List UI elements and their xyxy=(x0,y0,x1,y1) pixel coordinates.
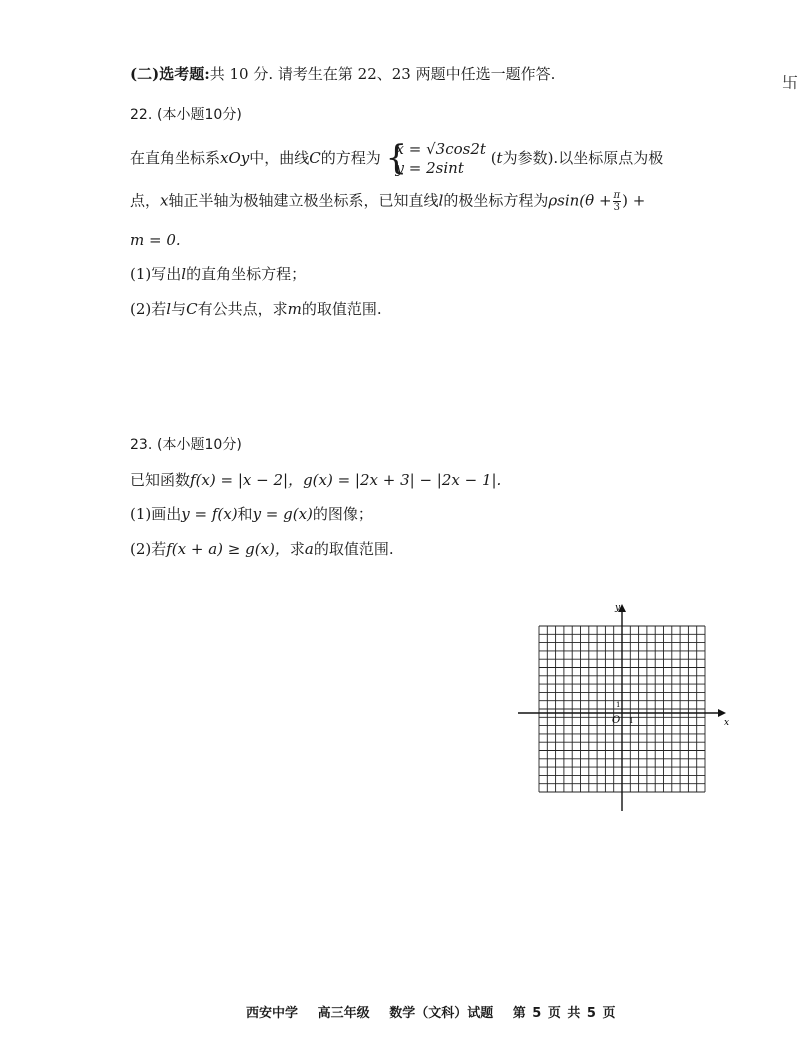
q22-line2-end: ) + xyxy=(622,191,646,210)
q22-part1 xyxy=(130,264,306,284)
section-text: 共 10 分. 请考生在第 22、23 两题中任选一题作答. xyxy=(209,65,556,83)
q23-part2-a: a xyxy=(304,540,314,558)
q23-part2-ineq: f(x + a) ≥ g(x)， xyxy=(166,540,290,558)
q22-part2 xyxy=(130,299,382,319)
q23-part1-mid: 和 xyxy=(237,505,253,523)
q23-part1 xyxy=(130,504,373,524)
q23-part2 xyxy=(130,539,394,559)
q22-part2-post: 的取值范围. xyxy=(301,300,382,318)
q22-intro-eq: 的方程为 xyxy=(320,149,381,167)
q22-intro-mid: 中，曲线 xyxy=(249,149,310,167)
q22-line2-text2: 的极坐标方程为 xyxy=(443,191,549,210)
q23-g-def: g(x) = |2x + 3| − |2x − 1|. xyxy=(303,471,502,489)
x-axis-label: x xyxy=(724,718,730,728)
footer-school: 西安中学 xyxy=(246,1006,299,1021)
q22-part2-m: m xyxy=(287,300,302,318)
coordinate-grid xyxy=(510,596,740,821)
left-brace: { xyxy=(385,138,408,178)
x-unit-label: 1 xyxy=(629,717,634,725)
q22-number: 22. xyxy=(130,107,153,123)
y-axis-label: y xyxy=(615,603,621,613)
q22-part2-c: C xyxy=(186,300,198,318)
q23-heading xyxy=(130,434,242,455)
q23-part1-eq1: y = f(x) xyxy=(181,505,238,523)
q22-part2-l: l xyxy=(166,300,172,318)
q22-part2-mid: 与 xyxy=(171,300,187,318)
q22-part1-l: l xyxy=(181,265,187,283)
q22-eq-row2: y = 2sint xyxy=(395,159,464,177)
q23-f-def: f(x) = |x − 2|， xyxy=(190,471,304,489)
q22-eq-row1: x = √3cos2t xyxy=(395,140,486,158)
q22-intro-text: 在直角坐标系 xyxy=(130,149,221,167)
q23-points: (本小题10分) xyxy=(157,437,242,453)
q22-line2-text: 轴正半轴为极轴建立极坐标系，已知直线 xyxy=(168,191,439,210)
q23-part1-eq2: y = g(x) xyxy=(252,505,313,523)
q22-part2-pre: (2)若 xyxy=(130,300,167,318)
q23-line1-pre: 已知函数 xyxy=(130,471,191,489)
q23-number: 23. xyxy=(130,437,153,453)
q22-param-t: t xyxy=(496,149,503,167)
q22-line2-point: 点， xyxy=(130,191,161,210)
q22-line1: 在直角坐标系xOy中，曲线C的方程为 { x = √3cos2t y = 2sint (t为参数).以坐标原点为极 xyxy=(130,138,664,178)
q22-line2-x: x xyxy=(160,191,169,210)
frac-denominator: 3 xyxy=(613,202,620,213)
y-unit-label: 1 xyxy=(616,701,621,709)
q23-part1-pre: (1)画出 xyxy=(130,505,182,523)
footer-subject: 数学（文科）试题 xyxy=(389,1006,494,1021)
q22-part1-post: 的直角坐标方程； xyxy=(186,265,307,283)
q22-heading xyxy=(130,104,242,125)
edge-mark: 卐 xyxy=(782,73,799,92)
q22-part2-mid2: 有公共点，求 xyxy=(197,300,288,318)
section-header xyxy=(130,64,555,84)
q22-part1-pre: (1)写出 xyxy=(130,265,182,283)
q22-points: (本小题10分) xyxy=(157,107,242,123)
q22-line2-l: l xyxy=(438,191,444,210)
footer-page-number: 第 5 页 共 5 页 xyxy=(512,1006,616,1021)
q23-part1-post: 的图像； xyxy=(312,505,373,523)
q22-line3: m = 0. xyxy=(130,231,181,249)
frac-numerator: π xyxy=(613,190,621,201)
pi-over-3 xyxy=(613,190,622,213)
origin-label: O xyxy=(612,715,621,726)
q22-polar-eq: ρsin(θ + xyxy=(548,191,612,210)
q22-equation-system xyxy=(386,140,486,178)
q22-param-note: 为参数).以坐标原点为极 xyxy=(502,149,664,167)
q22-curve-c: C xyxy=(309,149,321,167)
footer-grade: 高三年级 xyxy=(317,1006,370,1021)
q23-part2-mid: 求 xyxy=(289,540,305,558)
q23-part2-post: 的取值范围. xyxy=(313,540,394,558)
page-footer xyxy=(246,1002,616,1021)
q23-part2-pre: (2)若 xyxy=(130,540,167,558)
q22-line2 xyxy=(130,190,645,213)
q22-xoy: xOy xyxy=(220,149,250,167)
q23-line1 xyxy=(130,470,501,490)
section-label: (二)选考题: xyxy=(130,65,210,83)
x-axis-arrow xyxy=(718,709,726,717)
